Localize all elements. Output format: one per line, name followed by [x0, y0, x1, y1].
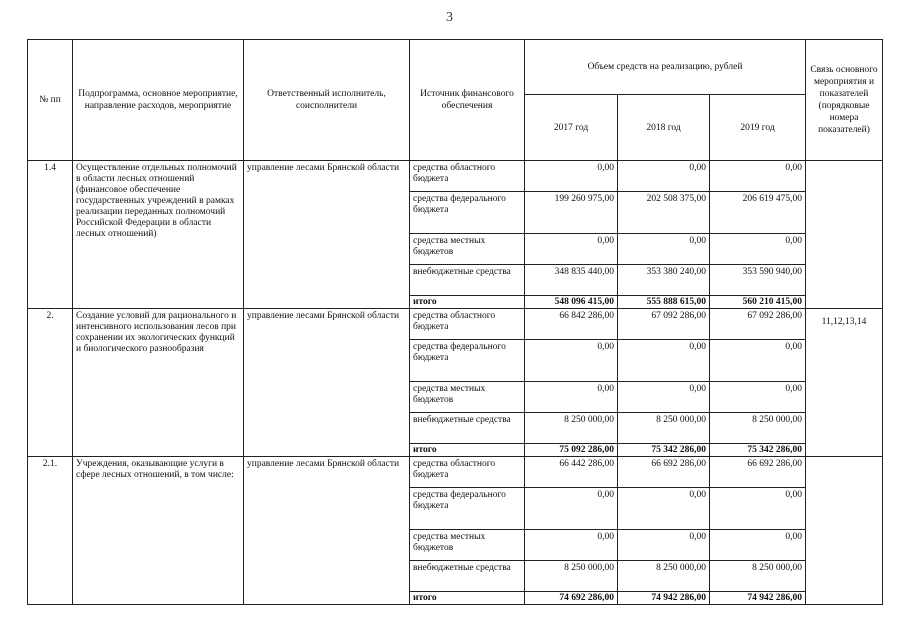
program-name: Учреждения, оказывающие услуги в сфере лесных отношений, в том числе: — [73, 457, 244, 605]
amount-2018: 202 508 375,00 — [618, 192, 710, 234]
source-label: средства областного бюджета — [410, 309, 525, 340]
amount-2017: 0,00 — [525, 530, 618, 561]
amount-2019: 0,00 — [710, 382, 806, 413]
amount-2018: 0,00 — [618, 488, 710, 530]
total-2019: 74 942 286,00 — [710, 592, 806, 605]
source-label: внебюджетные средства — [410, 265, 525, 296]
table-row — [28, 309, 883, 340]
source-label: средства федерального бюджета — [410, 340, 525, 382]
total-2017: 74 692 286,00 — [525, 592, 618, 605]
header-volume: Объем средств на реализацию, рублей — [525, 40, 806, 95]
amount-2017: 8 250 000,00 — [525, 561, 618, 592]
source-label: средства федерального бюджета — [410, 488, 525, 530]
total-2018: 75 342 286,00 — [618, 444, 710, 457]
total-2018: 74 942 286,00 — [618, 592, 710, 605]
amount-2017: 66 842 286,00 — [525, 309, 618, 340]
amount-2017: 199 260 975,00 — [525, 192, 618, 234]
row-number: 1.4 — [28, 161, 73, 309]
total-2018: 555 888 615,00 — [618, 296, 710, 309]
header-year-2019: 2019 год — [710, 95, 806, 161]
relation-indicators — [806, 457, 883, 605]
relation-indicators: 11,12,13,14 — [806, 309, 883, 457]
source-label: средства местных бюджетов — [410, 530, 525, 561]
amount-2018: 353 380 240,00 — [618, 265, 710, 296]
amount-2017: 0,00 — [525, 234, 618, 265]
source-label: средства местных бюджетов — [410, 234, 525, 265]
amount-2019: 206 619 475,00 — [710, 192, 806, 234]
amount-2018: 0,00 — [618, 161, 710, 192]
amount-2017: 0,00 — [525, 382, 618, 413]
amount-2019: 67 092 286,00 — [710, 309, 806, 340]
total-2019: 560 210 415,00 — [710, 296, 806, 309]
amount-2019: 0,00 — [710, 530, 806, 561]
amount-2018: 0,00 — [618, 234, 710, 265]
budget-table — [27, 39, 883, 605]
amount-2018: 0,00 — [618, 382, 710, 413]
program-name: Осуществление отдельных полномочий в области лесных отношений (финансовое обеспечение государственных учреждений в рамках реализации переданных полномочий Российской Федерации в области лесных отношений) — [73, 161, 244, 309]
table-row — [28, 457, 883, 488]
header-year-2017: 2017 год — [525, 95, 618, 161]
executor-name: управление лесами Брянской области — [244, 457, 410, 605]
amount-2017: 0,00 — [525, 340, 618, 382]
source-label: средства областного бюджета — [410, 161, 525, 192]
total-2019: 75 342 286,00 — [710, 444, 806, 457]
amount-2018: 67 092 286,00 — [618, 309, 710, 340]
executor-name: управление лесами Брянской области — [244, 309, 410, 457]
relation-indicators — [806, 161, 883, 309]
amount-2018: 8 250 000,00 — [618, 413, 710, 444]
source-label: внебюджетные средства — [410, 561, 525, 592]
header-year-2018: 2018 год — [618, 95, 710, 161]
amount-2019: 0,00 — [710, 161, 806, 192]
amount-2018: 66 692 286,00 — [618, 457, 710, 488]
amount-2019: 8 250 000,00 — [710, 413, 806, 444]
amount-2018: 0,00 — [618, 340, 710, 382]
amount-2019: 0,00 — [710, 488, 806, 530]
source-label: средства областного бюджета — [410, 457, 525, 488]
amount-2019: 66 692 286,00 — [710, 457, 806, 488]
amount-2017: 8 250 000,00 — [525, 413, 618, 444]
header-relation: Связь основного мероприятия и показателей (порядковые номера показателей) — [806, 40, 883, 161]
total-label: итого — [410, 444, 525, 457]
total-label: итого — [410, 296, 525, 309]
amount-2017: 0,00 — [525, 161, 618, 192]
program-name: Создание условий для рационального и интенсивного использования лесов при сохранении их экологических функций и биологического разнообразия — [73, 309, 244, 457]
header-num: № пп — [28, 40, 73, 161]
row-number: 2.1. — [28, 457, 73, 605]
header-program: Подпрограмма, основное мероприятие, направление расходов, мероприятие — [73, 40, 244, 161]
amount-2018: 0,00 — [618, 530, 710, 561]
amount-2017: 66 442 286,00 — [525, 457, 618, 488]
table-body — [28, 161, 883, 605]
executor-name: управление лесами Брянской области — [244, 161, 410, 309]
source-label: внебюджетные средства — [410, 413, 525, 444]
total-2017: 548 096 415,00 — [525, 296, 618, 309]
amount-2017: 0,00 — [525, 488, 618, 530]
page-number: 3 — [446, 10, 453, 25]
amount-2019: 0,00 — [710, 340, 806, 382]
amount-2018: 8 250 000,00 — [618, 561, 710, 592]
amount-2019: 8 250 000,00 — [710, 561, 806, 592]
header-executor: Ответственный исполнитель, соисполнители — [244, 40, 410, 161]
total-label: итого — [410, 592, 525, 605]
amount-2019: 0,00 — [710, 234, 806, 265]
amount-2019: 353 590 940,00 — [710, 265, 806, 296]
total-2017: 75 092 286,00 — [525, 444, 618, 457]
header-source: Источник финансового обеспечения — [410, 40, 525, 161]
row-number: 2. — [28, 309, 73, 457]
source-label: средства местных бюджетов — [410, 382, 525, 413]
amount-2017: 348 835 440,00 — [525, 265, 618, 296]
source-label: средства федерального бюджета — [410, 192, 525, 234]
table-row — [28, 161, 883, 192]
